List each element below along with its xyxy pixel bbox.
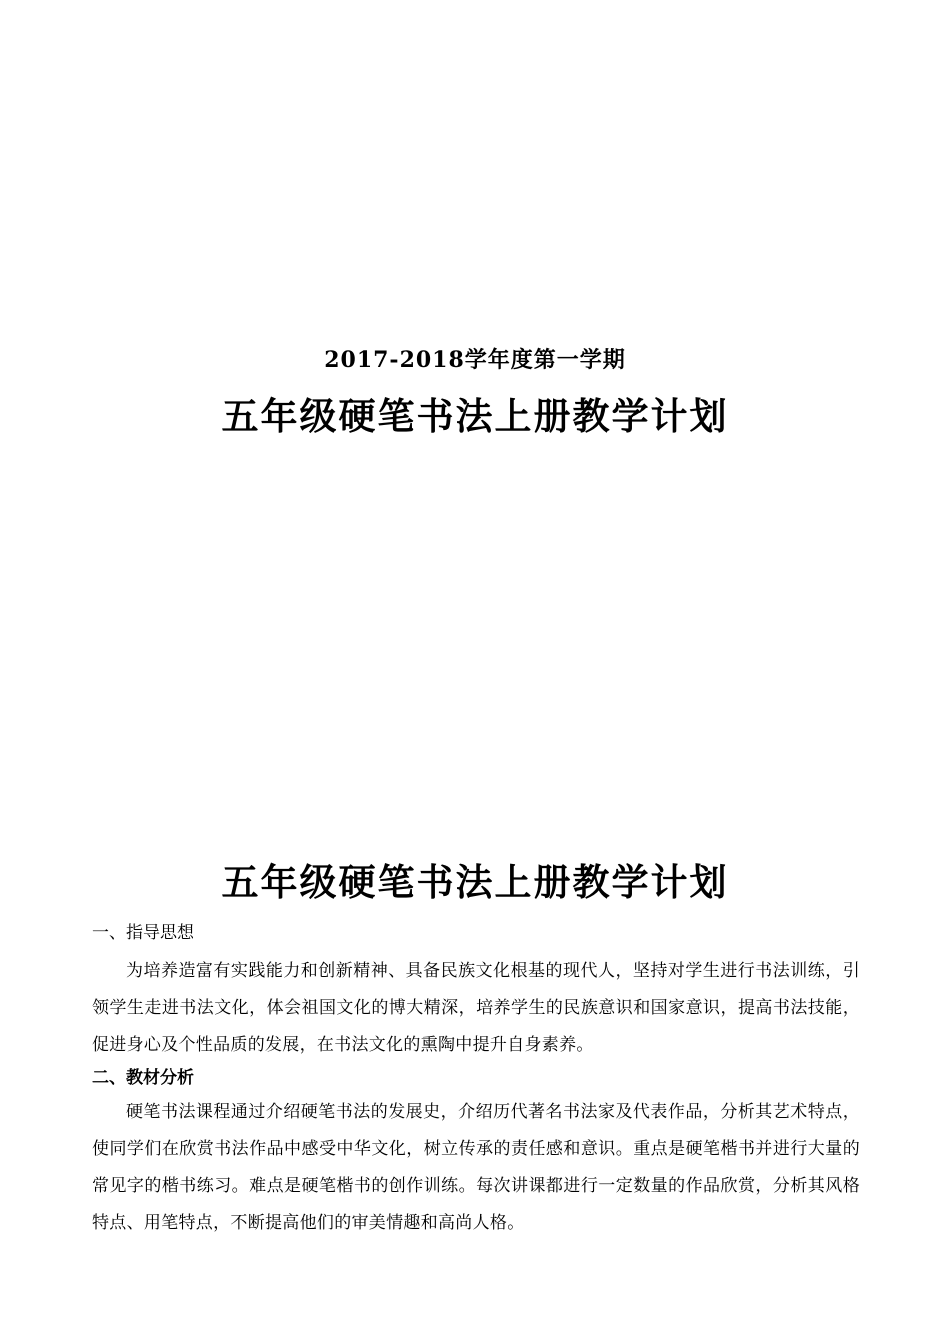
section-heading-guiding-ideology: 一、指导思想 bbox=[92, 923, 194, 943]
cover-title: 五年级硬笔书法上册教学计划 bbox=[221, 394, 729, 438]
section-paragraph-guiding-ideology: 为培养造富有实践能力和创新精神、具备民族文化根基的现代人，坚持对学生进行书法训练，引领学生走进书法文化，体会祖国文化的博大精深，培养学生的民族意识和国家意识，提高书法技能，促进身心及个性品质的发展，在书法文化的熏陶中提升自身素养。 bbox=[92, 961, 860, 1055]
section-paragraph-textbook-analysis: 硬笔书法课程通过介绍硬笔书法的发展史，介绍历代著名书法家及代表作品，分析其艺术特点，使同学们在欣赏书法作品中感受中华文化，树立传承的责任感和意识。重点是硬笔楷书并进行大量的常见字的楷书练习。难点是硬笔楷书的创作训练。每次讲课都进行一定数量的作品欣赏，分析其风格特点、用笔特点，不断提高他们的审美情趣和高尚人格。 bbox=[92, 1102, 860, 1233]
document-body bbox=[92, 919, 860, 1242]
document-title: 五年级硬笔书法上册教学计划 bbox=[221, 860, 729, 904]
cover-subtitle: 2017-2018学年度第一学期 bbox=[324, 347, 626, 373]
section-heading-textbook-analysis: 二、教材分析 bbox=[92, 1068, 194, 1088]
